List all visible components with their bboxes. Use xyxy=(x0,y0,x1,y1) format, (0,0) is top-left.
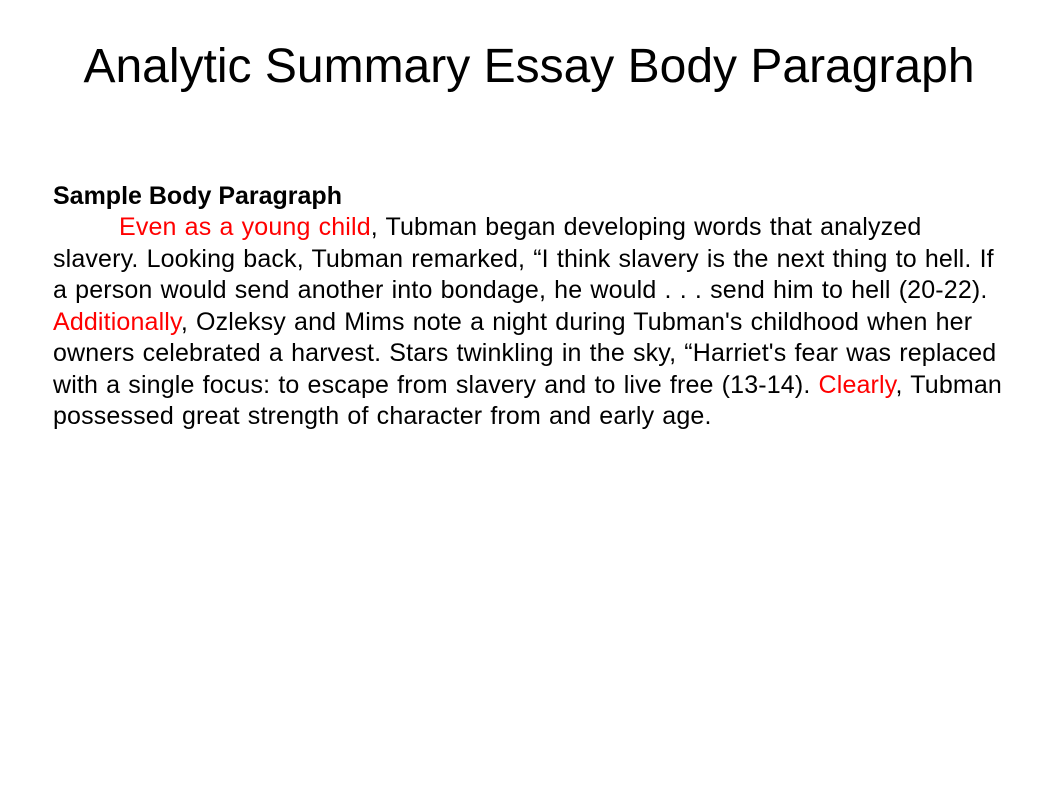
paragraph-text: , Ozleksy and Mims note a night during Tubman's childhood when her owners celebrated a harvest. Stars twinkling in the sky, “Harriet's fear was replaced with a single focus: to escape from slavery and to live free (13-14). xyxy=(53,307,997,399)
paragraph-text: , Tubman possessed great strength of character from and early age. xyxy=(53,370,1002,430)
transition-phrase: Even as a young child xyxy=(119,213,371,241)
body-paragraph xyxy=(53,212,1003,433)
transition-phrase: Additionally xyxy=(53,307,181,336)
transition-phrase: Clearly xyxy=(818,370,896,399)
slide-content xyxy=(53,180,1003,433)
paragraph-text: , Tubman began developing words that analyzed slavery. Looking back, Tubman remarked, “I think slavery is the next thing to hell. If a person would send another into bondage, he would . . . send him to hell (20-22). xyxy=(53,213,994,304)
subheading: Sample Body Paragraph xyxy=(53,182,342,210)
slide-title: Analytic Summary Essay Body Paragraph xyxy=(83,40,975,93)
